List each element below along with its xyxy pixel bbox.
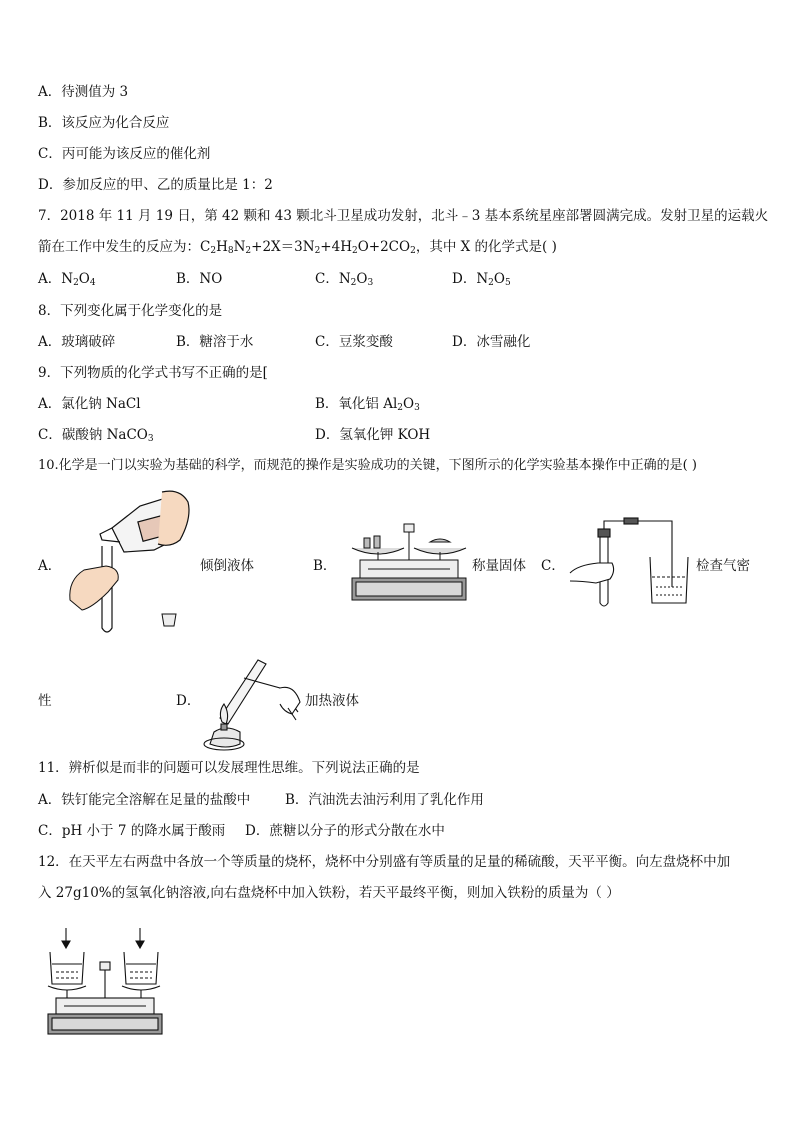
q11-stem: 11．辨析似是而非的问题可以发展理性思维。下列说法正确的是 — [38, 760, 420, 776]
q6-option-c: C．丙可能为该反应的催化剂 — [38, 146, 211, 162]
q12-stem-line2: 入 27g10%的氢氧化钠溶液,向右盘烧杯中加入铁粉，若天平最终平衡，则加入铁粉的质量为（ ） — [38, 885, 620, 901]
q10-d-caption: 加热液体 — [305, 693, 359, 709]
q10-c-caption-continued: 性 — [38, 693, 52, 709]
q9-option-a: A．氯化钠 NaCl — [38, 396, 141, 412]
q9-option-d: D．氢氧化钾 KOH — [315, 427, 431, 443]
q10-c-label: C． — [541, 558, 565, 574]
q11-option-b: B．汽油洗去油污利用了乳化作用 — [285, 792, 484, 808]
q8-option-a: A．玻璃破碎 — [38, 334, 116, 350]
q7-option-d: D．$N_2O_5$ — [452, 271, 511, 288]
q10-b-label: B． — [313, 558, 337, 574]
q10-d-label: D． — [176, 693, 201, 709]
q8-stem: 8．下列变化属于化学变化的是 — [38, 303, 223, 319]
q11-option-c: C．pH 小于 7 的降水属于酸雨 — [38, 823, 226, 839]
q7-option-b: B．NO — [176, 271, 223, 287]
q11-option-d: D．蔗糖以分子的形式分散在水中 — [245, 823, 445, 839]
heating-liquid-figure — [200, 654, 304, 752]
q12-stem-line1: 12．在天平左右两盘中各放一个等质量的烧杯，烧杯中分别盛有等质量的足量的稀硫酸，天平平衡。向左盘烧杯中加 — [38, 854, 731, 870]
q9-stem: 9．下列物质的化学式书写不正确的是[ — [38, 365, 268, 381]
q10-stem: 10.化学是一门以实验为基础的科学，而规范的操作是实验成功的关键，下图所示的化学实验基本操作中正确的是( ) — [38, 458, 697, 473]
q7-option-a: A．$N_2O_4$ — [38, 271, 96, 288]
q9-option-b: B．氧化铝 $Al_2O_3$ — [315, 396, 420, 413]
balance-with-beakers-figure — [46, 928, 164, 1038]
pouring-liquid-figure — [62, 488, 197, 638]
q8-option-d: D．冰雪融化 — [452, 334, 531, 350]
q8-option-b: B．糖溶于水 — [176, 334, 254, 350]
q7-option-c: C．$N_2O_3$ — [315, 271, 374, 288]
q6-option-b: B．该反应为化合反应 — [38, 115, 170, 131]
q10-c-caption: 检查气密 — [696, 558, 750, 574]
q6-option-d: D．参加反应的甲、乙的质量比是 1：2 — [38, 177, 273, 193]
q7-stem-line1: 7．2018 年 11 月 19 日，第 42 颗和 43 颗北斗卫星成功发射，北斗﹣3 基本系统星座部署圆满完成。发射卫星的运载火 — [38, 208, 769, 224]
weighing-balance-figure — [350, 520, 468, 602]
q11-option-a: A．铁钉能完全溶解在足量的盐酸中 — [38, 792, 251, 808]
q10-b-caption: 称量固体 — [472, 558, 526, 574]
q10-a-caption: 倾倒液体 — [200, 558, 254, 574]
q7-stem-line2: 箭在工作中发生的反应为：$C_2H_8N_2+2X=3N_2+4H_2O+2CO_2$，其中 X 的化学式是( ) — [38, 239, 557, 256]
q9-option-c: C．碳酸钠 NaCO$_3$ — [38, 427, 154, 444]
q8-option-c: C．豆浆变酸 — [315, 334, 393, 350]
q10-a-label: A． — [38, 558, 62, 574]
airtightness-check-figure — [568, 517, 694, 609]
q6-option-a: A．待测值为 3 — [38, 84, 129, 100]
